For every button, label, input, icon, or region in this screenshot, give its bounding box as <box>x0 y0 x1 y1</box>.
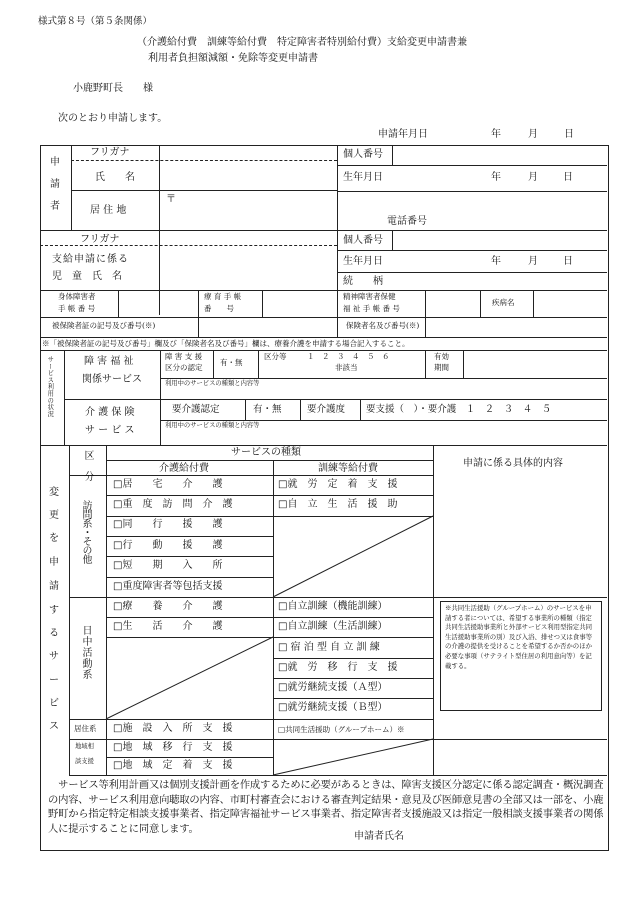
physical-handbook-label-1: 身体障害者 <box>58 292 96 301</box>
child-name-label-2: 児 童 氏 名 <box>52 271 122 282</box>
postal-mark: 〒 <box>166 194 176 205</box>
child-birth-year: 年 <box>491 256 501 267</box>
addressee: 小鹿野町長 様 <box>73 83 153 94</box>
visit-category-label: 訪問系・その他 <box>80 500 91 563</box>
service-checkbox-employment-type-b[interactable]: □就労継続支援（Ｂ型） <box>278 702 388 713</box>
applicant-phone-label: 電話番号 <box>387 216 427 227</box>
service-checkbox-life-training[interactable]: □自立訓練（生活訓練） <box>278 621 388 632</box>
service-checkbox-short-stay[interactable]: □短 期 入 所 <box>113 560 223 571</box>
service-checkbox-home-care[interactable]: □居 宅 介 護 <box>113 479 223 490</box>
welfare-usage-label: 利用中のサービスの種類と内容等 <box>165 380 260 387</box>
applicant-furigana-label: フリガナ <box>90 147 130 158</box>
service-status-side-label: サービス利用の状況 <box>46 356 54 418</box>
service-checkbox-residential-training[interactable]: □ 宿 泊 型 自 立 訓 練 <box>278 642 380 653</box>
insurer-label: 保険者名及び番号(※) <box>346 321 420 330</box>
intro-text: 次のとおり申請します。 <box>58 113 168 124</box>
applicant-section-label-2: 請 <box>50 179 60 190</box>
disease-label: 疾病名 <box>492 298 515 307</box>
change-side-label-3: を <box>49 533 59 544</box>
mental-handbook-label-2: 福 祉 手 帳 番 号 <box>343 304 400 313</box>
applicant-birth-month: 月 <box>528 172 538 183</box>
service-checkbox-independent-living-aid[interactable]: □自 立 生 活 援 助 <box>278 499 398 510</box>
service-checkbox-severe-visit-care[interactable]: □重 度 訪 問 介 護 <box>113 499 233 510</box>
valid-period-label-2: 期間 <box>434 363 449 372</box>
training-benefit-header: 訓練等給付費 <box>318 463 378 474</box>
applicant-birthdate-label: 生年月日 <box>343 172 383 183</box>
applicant-section-label-3: 者 <box>50 201 60 212</box>
group-home-note: ※共同生活援助（グループホーム）のサービスを申請する者については、希望する事業所の種類（指定共同生活援助事業所と外部サービス利用型指定共同生活援助事業所の別）及び入浴、排せつ又は食事等の介護の提供を受けることを希望するか否かのほか必要な事項（サテライト型住居の利用意向等）を記載する。 <box>445 604 592 670</box>
service-checkbox-employment-retention[interactable]: □就 労 定 着 支 援 <box>278 479 398 490</box>
application-year-label: 年 <box>491 129 501 140</box>
service-checkbox-employment-type-a[interactable]: □就労継続支援（Ａ型） <box>278 682 388 693</box>
care-benefit-header: 介護給付費 <box>159 463 209 474</box>
care-yes-no: 有・無 <box>253 404 282 415</box>
application-month-label: 月 <box>528 129 538 140</box>
change-side-label-5: 請 <box>49 581 59 592</box>
welfare-service-label-2: 関係サービス <box>82 374 142 385</box>
service-checkbox-community-settlement[interactable]: □地 域 定 着 支 援 <box>113 760 233 771</box>
insurance-note: ※「被保険者証の記号及び番号」欄及び「保険者名及び番号」欄は、療養介護を申請する場合記入すること。 <box>42 339 410 348</box>
insurance-card-label: 被保険者証の記号及び番号(※) <box>52 321 156 330</box>
service-checkbox-functional-training[interactable]: □自立訓練（機能訓練） <box>278 601 388 612</box>
change-side-label-11: ス <box>49 721 59 732</box>
service-checkbox-facility-admission[interactable]: □施 設 入 所 支 援 <box>113 723 233 734</box>
application-date-label: 申請年月日 <box>378 129 428 140</box>
specific-content-header: 申請に係る具体的内容 <box>463 458 563 469</box>
form-title-line2: 利用者負担額減額・免除等変更申請書 <box>148 53 318 64</box>
service-checkbox-behavior-support[interactable]: □行 動 援 護 <box>113 540 223 551</box>
change-side-label-8: サ <box>49 651 59 662</box>
care-insurance-label-2: サ ー ビ ス <box>85 425 135 436</box>
support-class-yes-no: 有・無 <box>220 358 243 367</box>
non-applicable-label: 非該当 <box>335 363 358 372</box>
service-checkbox-accompany-support[interactable]: □同 行 援 護 <box>113 519 223 530</box>
consent-statement: サービス等利用計画又は個別支援計画を作成するために必要があるときは、障害支援区分認定に係る認定調査・概況調査の内容、サービス利用意向聴取の内容、市町村審査会における審査判定結果・意見及び医師意見書の全部又は一部を、小鹿野町から指定特定相談支援事業者、指定障害福祉サービス事業者、指定障害者支援施設又は指定一般相談支援事業者の関係人に提示することに同意します。 <box>48 779 604 836</box>
service-checkbox-group-home[interactable]: □共同生活援助（グループホーム）※ <box>278 725 405 734</box>
day-activity-category-label: 日中活動系 <box>80 625 91 680</box>
change-side-label-4: 申 <box>49 557 59 568</box>
care-levels: 要支援（ ）・要介護 １ ２ ３ ４ ５ <box>366 404 552 415</box>
applicant-individual-no-label: 個人番号 <box>343 149 383 160</box>
change-side-label-6: す <box>49 605 59 616</box>
community-category-label-2: 談支援 <box>75 758 94 765</box>
child-birth-day: 日 <box>563 256 573 267</box>
child-birth-month: 月 <box>528 256 538 267</box>
care-usage-label: 利用中のサービスの種類と内容等 <box>165 422 260 429</box>
form-title-line1: （介護給付費 訓練等給付費 特定障害者特別給付費）支給変更申請書兼 <box>137 37 467 48</box>
change-side-label-9: ー <box>49 675 59 686</box>
applicant-birth-day: 日 <box>563 172 573 183</box>
change-side-label-10: ビ <box>49 698 59 709</box>
child-relation-label: 続 柄 <box>343 276 383 287</box>
applicant-name-label: 氏 名 <box>95 172 135 183</box>
mental-handbook-label-1: 精神障害者保健 <box>343 292 396 301</box>
category-header: 区 分 <box>82 450 93 486</box>
form-number: 様式第８号（第５条関係） <box>38 16 153 27</box>
signature-label: 申請者氏名 <box>354 831 404 842</box>
service-checkbox-community-transition[interactable]: □地 域 移 行 支 援 <box>113 742 233 753</box>
child-name-label-1: 支給申請に係る <box>52 254 129 265</box>
applicant-birth-year: 年 <box>491 172 501 183</box>
welfare-service-label-1: 障 害 福 祉 <box>84 356 134 367</box>
care-level-label: 要介護度 <box>307 404 346 415</box>
valid-period-label-1: 有効 <box>434 352 449 361</box>
support-class-label-1: 障 害 支 援 <box>165 352 203 361</box>
physical-handbook-label-2: 手 帳 番 号 <box>58 304 96 313</box>
community-category-label-1: 地域相 <box>75 743 94 750</box>
change-side-label-1: 変 <box>49 487 59 498</box>
child-individual-no-label: 個人番号 <box>343 235 383 246</box>
applicant-address-label: 居 住 地 <box>90 205 127 216</box>
class-numbers: １ ２ ３ ４ ５ ６ <box>307 352 390 361</box>
service-checkbox-daily-living-care[interactable]: □生 活 介 護 <box>113 621 223 632</box>
change-side-label-2: 更 <box>49 510 59 521</box>
applicant-section-label-1: 申 <box>50 157 60 168</box>
support-class-label-2: 区分の認定 <box>165 363 203 372</box>
care-certification-label: 要介護認定 <box>172 404 220 415</box>
residence-category-label: 居住系 <box>74 724 97 733</box>
class-label: 区分等 <box>264 352 287 361</box>
change-side-label-7: る <box>49 628 59 639</box>
care-insurance-label-1: 介 護 保 険 <box>85 407 135 418</box>
child-furigana-label: フリガナ <box>80 234 120 245</box>
application-day-label: 日 <box>564 129 574 140</box>
child-birthdate-label: 生年月日 <box>343 256 383 267</box>
service-checkbox-comprehensive-support[interactable]: □重度障害者等包括支援 <box>113 581 223 592</box>
service-types-header: サービスの種類 <box>231 447 301 458</box>
rehab-handbook-label-1: 療 育 手 帳 <box>204 292 242 301</box>
rehab-handbook-label-2: 番 号 <box>204 304 234 313</box>
service-checkbox-employment-transition[interactable]: □就 労 移 行 支 援 <box>278 662 398 673</box>
service-checkbox-medical-care[interactable]: □療 養 介 護 <box>113 601 223 612</box>
